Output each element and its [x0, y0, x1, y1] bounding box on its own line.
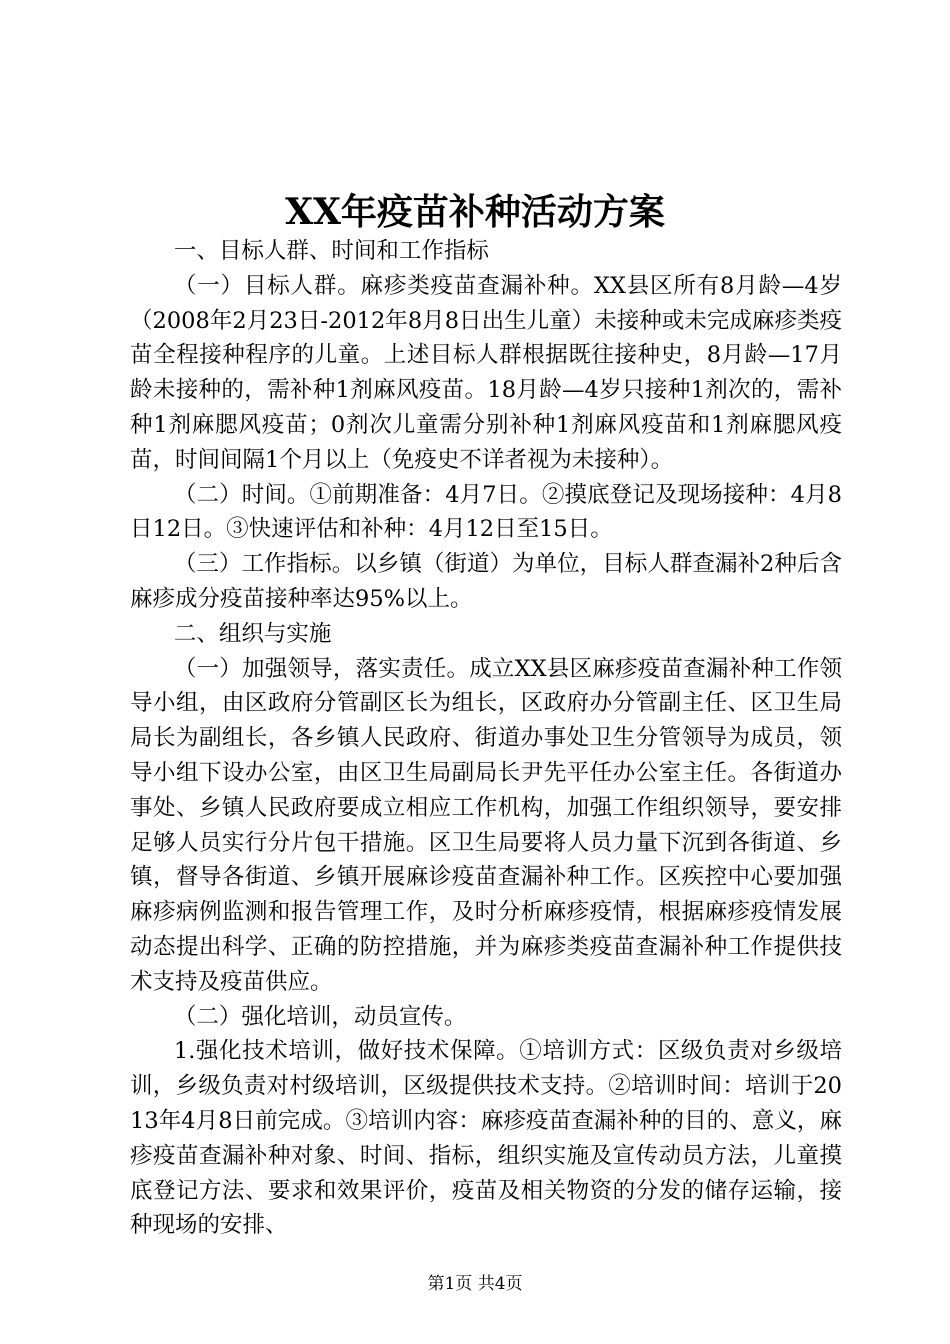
paragraph-target-population: （一）目标人群。麻疹类疫苗查漏补种。XX县区所有8月龄—4岁（2008年2月23日-2012年8月8日出生儿童）未接种或未完成麻疹类疫苗全程接种程序的儿童。上述目标人群根据既往接种史，8月龄—17月龄未接种的，需补种1剂麻风疫苗。18月龄—4岁只接种1剂次的，需补种1剂麻腮风疫苗；0剂次儿童需分别补种1剂麻风疫苗和1剂麻腮风疫苗，时间间隔1个月以上（免疫史不详者视为未接种）。	[130, 272, 842, 473]
page-footer: 第1页 共4页	[427, 1274, 523, 1294]
section-heading-2: 二、组织与实施	[173, 620, 332, 647]
paragraph-work-indicators: （三）工作指标。以乡镇（街道）为单位，目标人群查漏补2种后含麻疹成分疫苗接种率达95%以上。	[130, 551, 842, 612]
paragraph-training-heading: （二）强化培训，动员宣传。	[173, 1003, 467, 1030]
document-body	[130, 234, 842, 1243]
paragraph-technical-training: 1.强化技术培训，做好技术保障。①培训方式：区级负责对乡级培训，乡级负责对村级培训，区级提供技术支持。②培训时间：培训于2013年4月8日前完成。③培训内容：麻疹疫苗查漏补种的目的、意义，麻疹疫苗查漏补种对象、时间、指标，组织实施及宣传动员方法，儿童摸底登记方法、要求和效果评价，疫苗及相关物资的分发的储存运输，接种现场的安排、	[130, 1038, 842, 1239]
section-heading-1: 一、目标人群、时间和工作指标	[173, 238, 489, 264]
paragraph-leadership: （一）加强领导，落实责任。成立XX县区麻疹疫苗查漏补种工作领导小组，由区政府分管副区长为组长，区政府办分管副主任、区卫生局局长为副组长，各乡镇人民政府、街道办事处卫生分管领导为成员，领导小组下设办公室，由区卫生局副局长尹先平任办公室主任。各街道办事处、乡镇人民政府要成立相应工作机构，加强工作组织领导，要安排足够人员实行分片包干措施。区卫生局要将人员力量下沉到各街道、乡镇，督导各街道、乡镇开展麻诊疫苗查漏补种工作。区疾控中心要加强麻疹病例监测和报告管理工作，及时分析麻疹疫情，根据麻疹疫情发展动态提出科学、正确的防控措施，并为麻疹类疫苗查漏补种工作提供技术支持及疫苗供应。	[130, 655, 842, 995]
paragraph-schedule: （二）时间。①前期准备：4月7日。②摸底登记及现场接种：4月8日12日。③快速评估和补种：4月12日至15日。	[130, 481, 842, 543]
document-title: XX年疫苗补种活动方案	[285, 191, 665, 233]
